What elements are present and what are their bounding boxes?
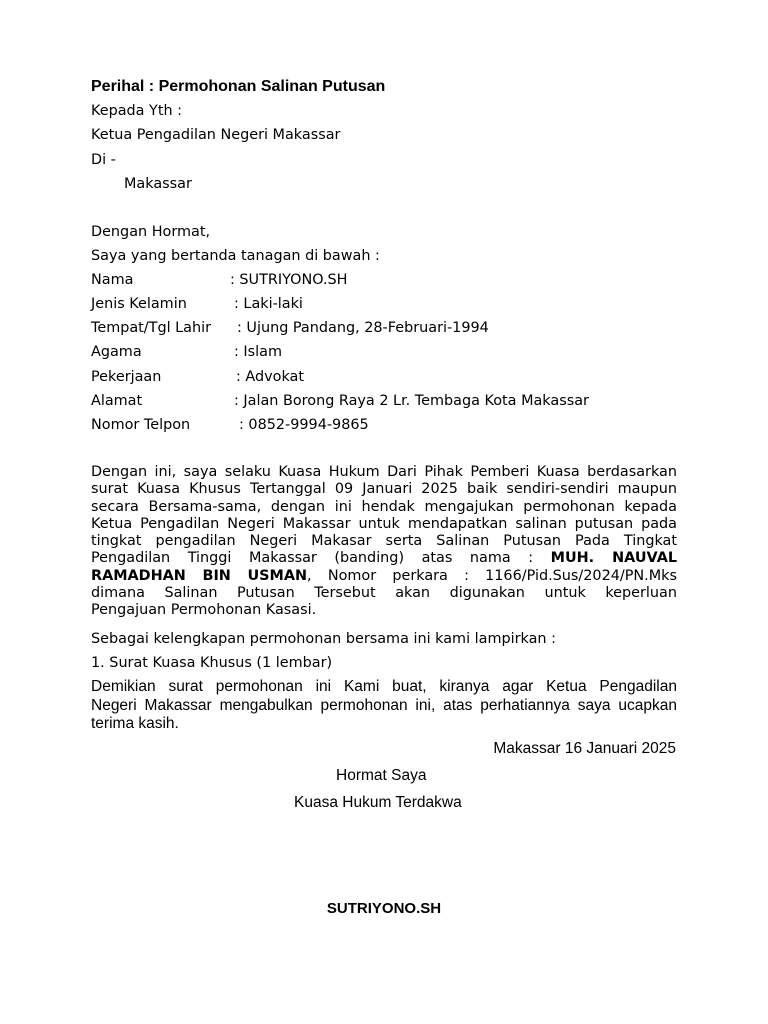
body-text: Pengadilan Tinggi Makassar (banding) atas nama : (91, 550, 534, 567)
field-label: Jenis Kelamin (91, 296, 187, 312)
recipient-to: Kepada Yth : (91, 103, 183, 119)
field-row (91, 271, 133, 289)
body-line: surat Kuasa Khusus Tertanggal 09 Januari 2025 baik sendiri-sendiri maupun (91, 481, 677, 498)
field-label: Pekerjaan (91, 369, 162, 385)
field-value: : Advokat (236, 369, 305, 385)
field-label: Tempat/Tgl Lahir (91, 320, 212, 336)
body-line: Dengan ini, saya selaku Kuasa Hukum Dari Pihak Pemberi Kuasa berdasarkan (91, 464, 677, 480)
field-label: Agama (91, 344, 142, 360)
recipient-di: Di - (91, 152, 116, 168)
letter-subject: Perihal : Permohonan Salinan Putusan (91, 78, 386, 95)
field-value: : Laki-laki (234, 296, 303, 312)
body-line (91, 568, 677, 585)
field-value: : Ujung Pandang, 28-Februari-1994 (237, 320, 489, 336)
field-value: : 0852-9994-9865 (239, 417, 369, 433)
case-number-text: , Nomor perkara : 1166/Pid.Sus/2024/PN.Mks (307, 567, 677, 584)
attachments-intro: Sebagai kelengkapan permohonan bersama ini kami lampirkan : (91, 631, 556, 647)
place-date: Makassar 16 Januari 2025 (493, 740, 676, 757)
field-label: Nama (91, 272, 134, 288)
defendant-name-part: MUH. NAUVAL (550, 550, 678, 567)
closing-line: Negeri Makassar mengabulkan permohonan ini, atas perhatiannya saya ucapkan (91, 696, 677, 714)
body-line (91, 550, 677, 567)
greeting: Dengan Hormat, (91, 224, 211, 240)
field-label: Alamat (91, 393, 143, 409)
intro-text: Saya yang bertanda tanagan di bawah : (91, 248, 380, 264)
recipient-city: Makassar (124, 176, 192, 192)
recipient-name: Ketua Pengadilan Negeri Makassar (91, 127, 341, 143)
body-line: dimana Salinan Putusan Tersebut akan digunakan untuk keperluan (91, 585, 677, 602)
field-value: : Islam (234, 344, 282, 360)
closing-paragraph (91, 678, 677, 734)
body-line: Ketua Pengadilan Negeri Makassar untuk mendapatkan salinan putusan pada (91, 515, 677, 532)
body-line: Pengajuan Permohonan Kasasi. (91, 602, 317, 619)
body-paragraph (91, 464, 677, 620)
attachment-item: 1. Surat Kuasa Khusus (1 lembar) (91, 655, 333, 671)
closing-line: terima kasih. (91, 715, 179, 732)
field-value: : SUTRIYONO.SH (230, 272, 348, 288)
closing-line: Demikian surat permohonan ini Kami buat, kiranya agar Ketua Pengadilan (91, 678, 677, 695)
body-line: tingkat pengadilan Negeri Makasar serta Salinan Putusan Pada Tingkat (91, 533, 677, 550)
field-label: Nomor Telpon (91, 417, 191, 433)
body-line: secara Bersama-sama, dengan ini hendak mengajukan permohonan kepada (91, 498, 677, 515)
regards: Hormat Saya (336, 767, 427, 784)
field-value: : Jalan Borong Raya 2 Lr. Tembaga Kota Makassar (234, 393, 589, 409)
signer-name: SUTRIYONO.SH (326, 900, 442, 917)
defendant-name-part: RAMADHAN BIN USMAN (91, 567, 308, 584)
signer-title: Kuasa Hukum Terdakwa (294, 794, 462, 811)
